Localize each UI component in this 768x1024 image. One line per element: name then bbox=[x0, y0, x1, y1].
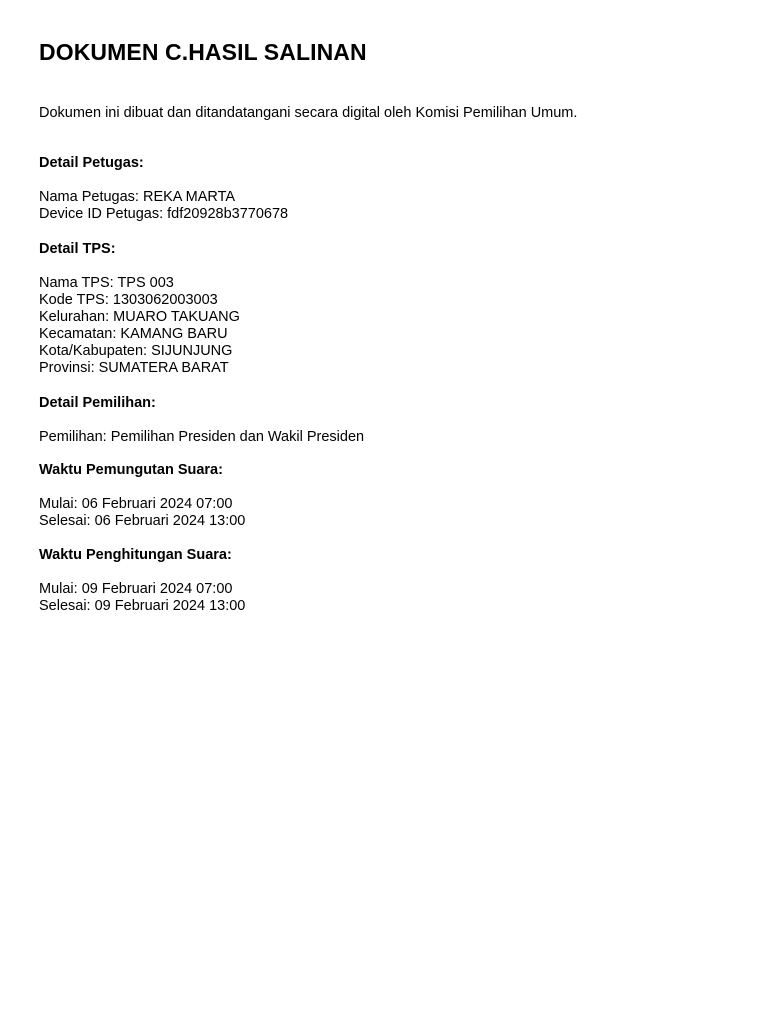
device-id-petugas: Device ID Petugas: fdf20928b3770678 bbox=[39, 206, 289, 222]
pemungutan-selesai: Selesai: 06 Februari 2024 13:00 bbox=[39, 513, 246, 529]
section-waktu-pemungutan bbox=[39, 462, 245, 530]
provinsi: Provinsi: SUMATERA BARAT bbox=[39, 360, 229, 376]
document-title: DOKUMEN C.HASIL SALINAN bbox=[39, 39, 367, 65]
section-heading-petugas: Detail Petugas: bbox=[39, 155, 144, 171]
penghitungan-mulai: Mulai: 09 Februari 2024 07:00 bbox=[39, 581, 233, 597]
kelurahan: Kelurahan: MUARO TAKUANG bbox=[39, 309, 240, 325]
section-detail-petugas bbox=[39, 155, 288, 223]
section-detail-tps bbox=[39, 241, 240, 377]
nama-petugas: Nama Petugas: REKA MARTA bbox=[39, 189, 236, 205]
section-heading-pemungutan: Waktu Pemungutan Suara: bbox=[39, 462, 223, 478]
section-waktu-penghitungan bbox=[39, 547, 245, 615]
pemungutan-mulai: Mulai: 06 Februari 2024 07:00 bbox=[39, 496, 233, 512]
section-heading-penghitungan: Waktu Penghitungan Suara: bbox=[39, 547, 232, 563]
kota-kabupaten: Kota/Kabupaten: SIJUNJUNG bbox=[39, 343, 233, 359]
nama-tps: Nama TPS: TPS 003 bbox=[39, 275, 174, 291]
section-detail-pemilihan bbox=[39, 395, 364, 446]
document-intro: Dokumen ini dibuat dan ditandatangani secara digital oleh Komisi Pemilihan Umum. bbox=[39, 105, 578, 121]
section-heading-tps: Detail TPS: bbox=[39, 241, 116, 257]
penghitungan-selesai: Selesai: 09 Februari 2024 13:00 bbox=[39, 598, 246, 614]
jenis-pemilihan: Pemilihan: Pemilihan Presiden dan Wakil Presiden bbox=[39, 429, 365, 445]
kode-tps: Kode TPS: 1303062003003 bbox=[39, 292, 218, 308]
kecamatan: Kecamatan: KAMANG BARU bbox=[39, 326, 228, 342]
section-heading-pemilihan: Detail Pemilihan: bbox=[39, 395, 156, 411]
